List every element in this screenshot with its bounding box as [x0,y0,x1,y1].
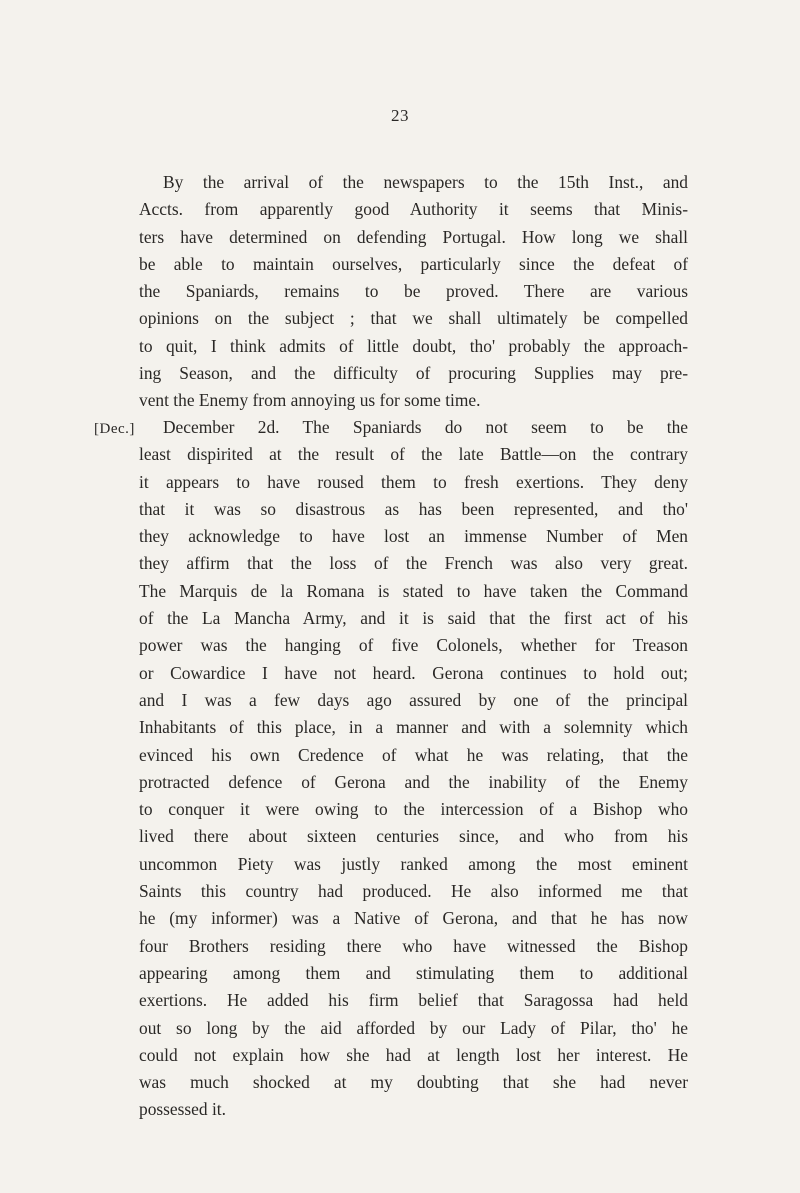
text-line: opinions on the subject ; that we shall ultimately be compelled [139,308,688,329]
text-line: and I was a few days ago assured by one of the principal [139,689,688,710]
margin-note: [Dec.] [94,421,135,437]
text-line: was much shocked at my doubting that she had never [139,1072,688,1093]
text-line: uncommon Piety was justly ranked among the most eminent [139,853,688,874]
page-number: 23 [391,106,409,125]
text-line: appearing among them and stimulating them to additional [139,962,688,983]
text-line: to conquer it were owing to the intercession of a Bishop who [139,799,688,820]
text-line: power was the hanging of five Colonels, whether for Treason [139,635,688,656]
text-line: out so long by the aid afforded by our Lady of Pilar, tho' he [139,1017,688,1038]
text-line: protracted defence of Gerona and the inability of the Enemy [139,771,688,792]
paragraph-2 [139,414,688,1124]
text-line: December 2d. The Spaniards do not seem to be the [163,417,688,437]
text-line: four Brothers residing there who have witnessed the Bishop [139,935,688,956]
text-line: they affirm that the loss of the French was also very great. [139,553,688,574]
text-line: vent the Enemy from annoying us for some time. [139,390,481,411]
text-line: or Cowardice I have not heard. Gerona continues to hold out; [139,662,688,683]
text-line: the Spaniards, remains to be proved. There are various [139,281,688,302]
text-line: By the arrival of the newspapers to the 15th Inst., and [163,172,688,192]
text-line: he (my informer) was a Native of Gerona, and that he has now [139,908,688,929]
text-line: they acknowledge to have lost an immense Number of Men [139,526,688,547]
text-line: it appears to have roused them to fresh exertions. They deny [139,471,688,492]
text-line: lived there about sixteen centuries since, and who from his [139,826,688,847]
text-line: to quit, I think admits of little doubt, tho' probably the approach- [139,335,688,356]
paragraph-1 [139,169,688,415]
text-line: Inhabitants of this place, in a manner and with a solemnity which [139,717,688,738]
text-line: be able to maintain ourselves, particularly since the defeat of [139,253,688,274]
text-line: The Marquis de la Romana is stated to have taken the Command [139,580,688,601]
text-line: of the La Mancha Army, and it is said that the first act of his [139,608,688,629]
text-line: Saints this country had produced. He also informed me that [139,881,688,902]
text-line: evinced his own Credence of what he was relating, that the [139,744,688,765]
text-line: could not explain how she had at length lost her interest. He [139,1044,688,1065]
text-line: Accts. from apparently good Authority it seems that Minis- [139,199,688,220]
text-line: exertions. He added his firm belief that Saragossa had held [139,990,688,1011]
text-line: possessed it. [139,1099,226,1120]
text-line: ing Season, and the difficulty of procuring Supplies may pre- [139,363,688,384]
text-line: ters have determined on defending Portugal. How long we shall [139,226,688,247]
text-line: least dispirited at the result of the late Battle—on the contrary [139,444,688,465]
text-line: that it was so disastrous as has been represented, and tho' [139,498,688,519]
